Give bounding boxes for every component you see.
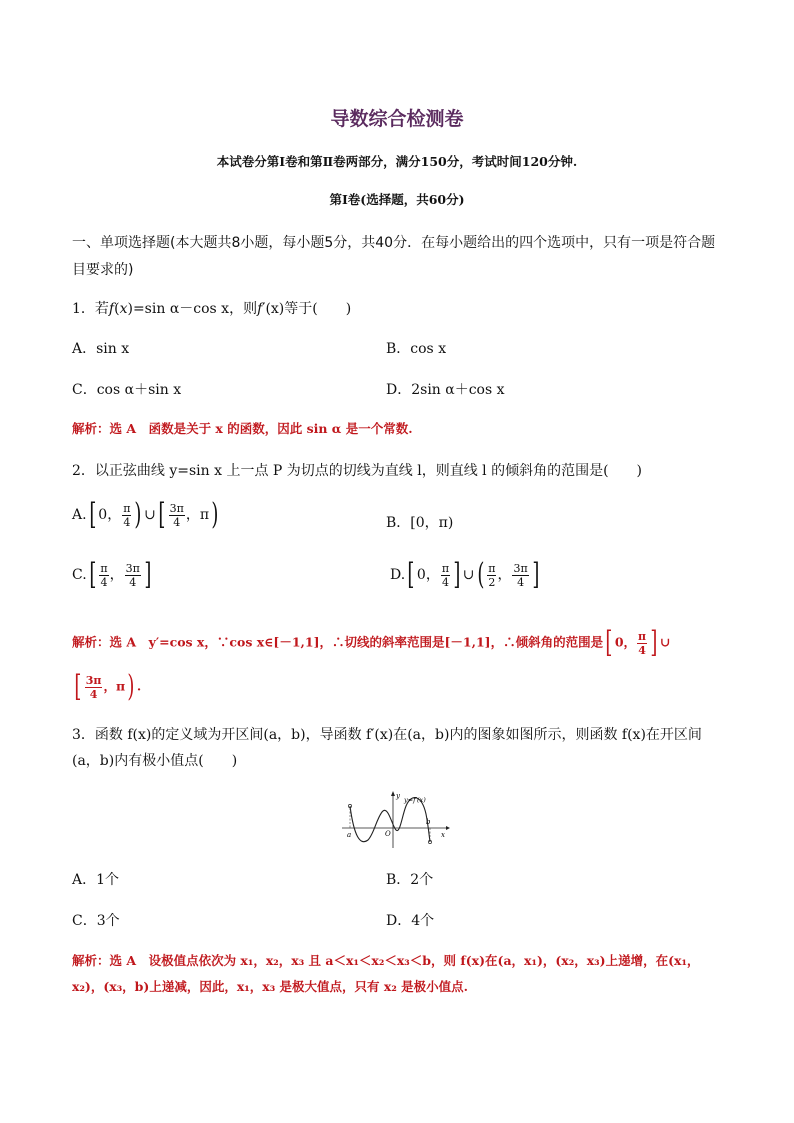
question-1-option-c[interactable]: C．cos α＋sin x xyxy=(72,382,182,398)
question-3-option-c[interactable]: C．3个 xyxy=(72,913,120,929)
exam-subtitle: 本试卷分第Ⅰ卷和第Ⅱ卷两部分，满分150分，考试时间120分钟. xyxy=(216,154,578,169)
question-2-option-c[interactable]: C.[ $\frac{\pi}{4}$ ， $\frac{3\pi}{4}$ ] xyxy=(72,557,152,592)
label-x: x xyxy=(441,831,445,839)
label-function: y=f′(x) xyxy=(404,796,426,804)
y-axis-arrow xyxy=(391,791,395,796)
question-1-option-d[interactable]: D．2sin α＋cos x xyxy=(386,382,505,398)
question-1-option-a[interactable]: A．sin x xyxy=(72,341,130,357)
question-3-answer: 解析：选 A 设极值点依次为 x₁，x₂，x₃ 且 a＜x₁＜x₂＜x₃＜b，则 f(x)在(a，x₁)，(x₂，x₃)上递增，在(x₁，x₂)，(x₃，b)上递减，因此，x₁，x₃ 是极大值点，只有 x₂ 是极小值点. xyxy=(72,953,700,994)
label-a: a xyxy=(347,831,352,839)
derivative-graph xyxy=(340,790,450,850)
label-y: y xyxy=(396,792,400,800)
question-2-option-b[interactable]: B．[0，π) xyxy=(386,515,454,531)
question-2-stem: 2．以正弦曲线 y=sin x 上一点 P 为切点的切线为直线 l，则直线 l 的倾斜角的范围是( ) xyxy=(72,463,643,479)
question-3-option-b[interactable]: B．2个 xyxy=(386,872,434,888)
label-b: b xyxy=(426,818,431,826)
question-2-option-d[interactable]: D.[ 0， $\frac{\pi}{4}$ ] ∪( $\frac{\pi}{2}$ ， $\frac{3\pi}{4}$ ] xyxy=(390,557,540,592)
question-1-option-b[interactable]: B．cos x xyxy=(386,341,447,357)
question-3-option-a[interactable]: A．1个 xyxy=(72,872,120,888)
x-axis-arrow xyxy=(446,826,450,830)
label-origin: O xyxy=(385,830,391,838)
question-2-answer-continued: [ $\frac{3\pi}{4}$ ，π) . xyxy=(74,669,142,704)
question-2-option-a[interactable]: A.[ 0， $\frac{\pi}{4}$ ) ∪[ $\frac{3\pi}{4}$ ，π) xyxy=(72,497,219,532)
question-1-stem: 1．若f(x)=sin α－cos x，则f′(x)等于( ) xyxy=(72,301,352,317)
question-2-answer: 解析：选 A y′=cos x，∵cos x∈[－1,1]，∴切线的斜率范围是[－1,1]，∴倾斜角的范围是[ 0， $\frac{\pi}{4}$ ] ∪ xyxy=(72,625,671,660)
part-heading: 第Ⅰ卷(选择题，共60分) xyxy=(329,192,465,207)
question-3-option-d[interactable]: D．4个 xyxy=(386,913,435,929)
question-1-answer: 解析：选 A 函数是关于 x 的函数，因此 sin α 是一个常数. xyxy=(72,421,413,436)
section-heading: 一、单项选择题(本大题共8小题，每小题5分，共40分．在每小题给出的四个选项中，只有一项是符合题目要求的) xyxy=(72,235,716,278)
page-title: 导数综合检测卷 xyxy=(330,108,464,130)
question-3-stem: 3．函数 f(x)的定义域为开区间(a，b)，导函数 f′(x)在(a，b)内的图象如图所示，则函数 f(x)在开区间(a，b)内有极小值点( ) xyxy=(72,727,702,769)
